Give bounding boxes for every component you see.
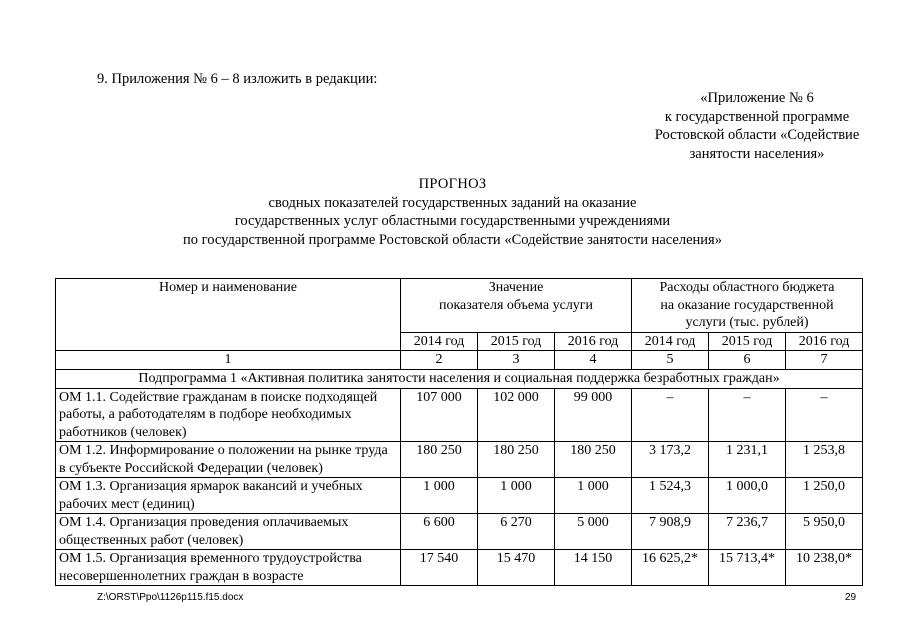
row-value: 1 000 xyxy=(478,478,555,514)
appendix-header xyxy=(600,89,905,163)
row-value: 5 000 xyxy=(555,514,632,550)
column-number: 6 xyxy=(709,351,786,370)
header-budget-group xyxy=(632,279,863,333)
table-row xyxy=(56,550,863,586)
row-value: – xyxy=(786,388,863,442)
table-row xyxy=(56,514,863,550)
table-row xyxy=(56,442,863,478)
year-cell: 2014 год xyxy=(401,332,478,351)
row-value: 1 253,8 xyxy=(786,442,863,478)
column-number: 2 xyxy=(401,351,478,370)
year-cell: 2015 год xyxy=(478,332,555,351)
table-row xyxy=(56,478,863,514)
row-value: 6 600 xyxy=(401,514,478,550)
appendix-line: Ростовской области «Содействие xyxy=(654,127,860,143)
column-number: 7 xyxy=(786,351,863,370)
row-name: ОМ 1.2. Информирование о положении на рынке труда в субъекте Российской Федерации (человек) xyxy=(56,442,401,478)
footer-file-path: Z:\ORST\Ppo\1126p115.f15.docx xyxy=(97,592,244,603)
row-value: 180 250 xyxy=(555,442,632,478)
forecast-table xyxy=(55,278,863,586)
row-value: 180 250 xyxy=(478,442,555,478)
row-value: 107 000 xyxy=(401,388,478,442)
column-number: 3 xyxy=(478,351,555,370)
title-line: сводных показателей государственных заданий на оказание xyxy=(268,194,637,211)
row-value: 1 524,3 xyxy=(632,478,709,514)
year-cell: 2015 год xyxy=(709,332,786,351)
table-row xyxy=(56,388,863,442)
row-name: ОМ 1.3. Организация ярмарок вакансий и учебных рабочих мест (единиц) xyxy=(56,478,401,514)
header-budget-line: на оказание государственной xyxy=(660,297,834,313)
row-value: 1 250,0 xyxy=(786,478,863,514)
title-main: ПРОГНОЗ xyxy=(418,176,487,192)
year-cell: 2014 год xyxy=(632,332,709,351)
header-budget-line: услуги (тыс. рублей) xyxy=(685,315,809,330)
column-number: 5 xyxy=(632,351,709,370)
appendix-line: занятости населения» xyxy=(689,145,825,162)
row-name: ОМ 1.5. Организация временного трудоустройства несовершеннолетних граждан в возрасте xyxy=(56,550,401,586)
header-name-cell xyxy=(56,279,401,351)
header-value-line: показателя объема услуги xyxy=(438,297,594,313)
header-row xyxy=(56,279,863,333)
appendix-line: к государственной программе xyxy=(664,108,850,125)
subprogram-title: Подпрограмма 1 «Активная политика занятости населения и социальная поддержка безработных граждан» xyxy=(56,370,863,389)
row-value: 102 000 xyxy=(478,388,555,442)
row-value: 15 713,4* xyxy=(709,550,786,586)
row-value: 3 173,2 xyxy=(632,442,709,478)
year-cell: 2016 год xyxy=(786,332,863,351)
column-number-row xyxy=(56,351,863,370)
row-value: – xyxy=(632,388,709,442)
header-value-line: Значение xyxy=(488,280,544,295)
row-value: 99 000 xyxy=(555,388,632,442)
header-value-group xyxy=(401,279,632,333)
title-line: государственных услуг областными государственными учреждениями xyxy=(234,213,671,229)
subprogram-row xyxy=(56,370,863,389)
row-name: ОМ 1.1. Содействие гражданам в поиске подходящей работы, а работодателям в подборе необходимых работников (человек) xyxy=(56,388,401,442)
row-value: 7 236,7 xyxy=(709,514,786,550)
row-value: 15 470 xyxy=(478,550,555,586)
row-value: 1 000,0 xyxy=(709,478,786,514)
document-title xyxy=(0,175,905,249)
row-value: 17 540 xyxy=(401,550,478,586)
title-line: по государственной программе Ростовской области «Содействие занятости населения» xyxy=(183,231,722,248)
appendix-line: «Приложение № 6 xyxy=(700,90,814,106)
column-number: 1 xyxy=(56,351,401,370)
row-value: 180 250 xyxy=(401,442,478,478)
row-value: 10 238,0* xyxy=(786,550,863,586)
row-value: 1 231,1 xyxy=(709,442,786,478)
year-cell: 2016 год xyxy=(555,332,632,351)
row-value: – xyxy=(709,388,786,442)
row-value: 1 000 xyxy=(401,478,478,514)
header-name: Номер и наименование xyxy=(158,280,297,295)
row-value: 16 625,2* xyxy=(632,550,709,586)
column-number: 4 xyxy=(555,351,632,370)
row-value: 6 270 xyxy=(478,514,555,550)
row-name: ОМ 1.4. Организация проведения оплачиваемых общественных работ (человек) xyxy=(56,514,401,550)
page-number: 29 xyxy=(845,592,857,603)
intro-line: 9. Приложения № 6 – 8 изложить в редакции: xyxy=(97,71,378,87)
row-value: 14 150 xyxy=(555,550,632,586)
row-value: 7 908,9 xyxy=(632,514,709,550)
row-value: 1 000 xyxy=(555,478,632,514)
row-value: 5 950,0 xyxy=(786,514,863,550)
header-budget-line: Расходы областного бюджета xyxy=(659,280,835,295)
